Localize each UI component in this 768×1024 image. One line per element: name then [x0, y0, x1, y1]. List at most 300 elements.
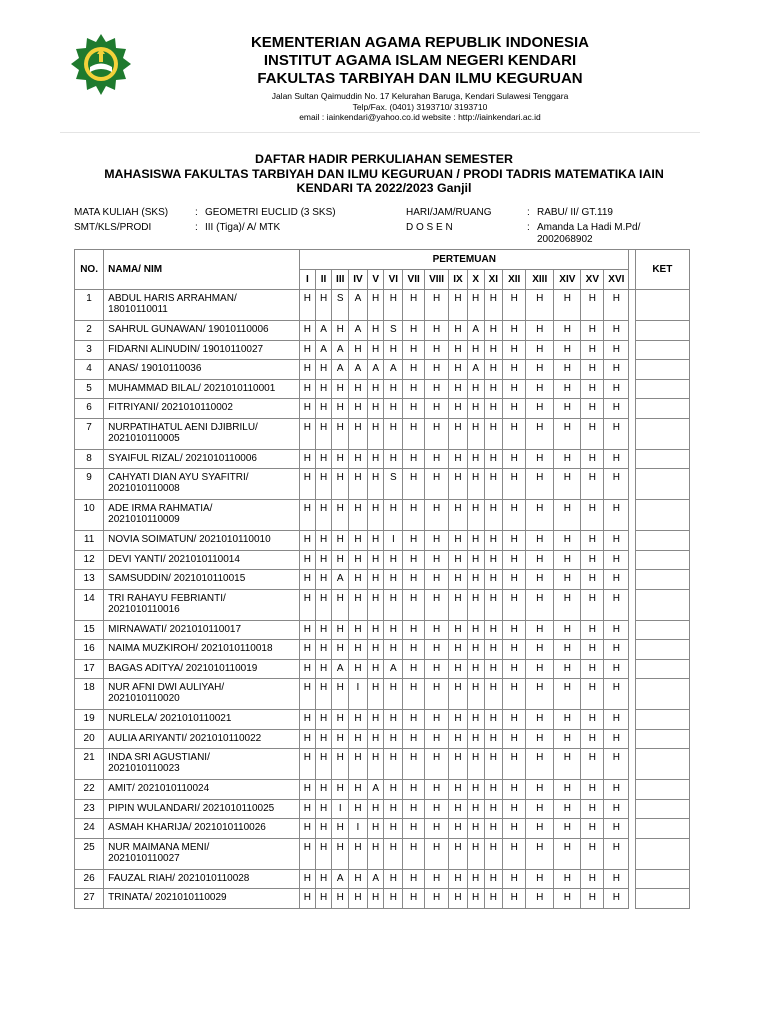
attendance-mark: H [349, 838, 368, 869]
row-number: 9 [75, 469, 104, 500]
attendance-mark: H [300, 469, 316, 500]
attendance-mark: H [403, 500, 425, 531]
attendance-mark: H [581, 399, 604, 419]
attendance-mark: H [332, 550, 349, 570]
attendance-mark: H [503, 729, 526, 749]
letterhead [170, 34, 670, 123]
smt-label: SMT/KLS/PRODI [74, 222, 152, 233]
ket-cell [635, 469, 689, 500]
attendance-mark: H [554, 469, 581, 500]
attendance-mark: I [384, 531, 403, 551]
attendance-mark: H [384, 749, 403, 780]
student-cell [104, 869, 300, 889]
attendance-mark: H [315, 640, 332, 660]
attendance-mark: H [581, 710, 604, 730]
attendance-mark: H [604, 729, 629, 749]
col-nama-header: NAMA/ NIM [104, 250, 300, 290]
attendance-mark: H [332, 469, 349, 500]
row-number: 11 [75, 531, 104, 551]
student-cell [104, 379, 300, 399]
attendance-mark: H [349, 710, 368, 730]
attendance-mark: I [349, 819, 368, 839]
table-row [75, 360, 690, 380]
attendance-mark: H [403, 889, 425, 909]
attendance-mark: H [484, 321, 503, 341]
attendance-mark: H [332, 640, 349, 660]
attendance-mark: H [554, 869, 581, 889]
table-row [75, 399, 690, 419]
attendance-mark: H [484, 729, 503, 749]
attendance-mark: H [484, 589, 503, 620]
attendance-mark: H [503, 399, 526, 419]
attendance-mark: H [367, 710, 384, 730]
attendance-mark: H [484, 379, 503, 399]
attendance-mark: H [300, 620, 316, 640]
student-name: NAIMA MUZKIROH/ 2021010110018 [108, 643, 273, 654]
attendance-mark: H [484, 570, 503, 590]
attendance-mark: H [581, 640, 604, 660]
ket-cell [635, 659, 689, 679]
attendance-mark: H [403, 710, 425, 730]
attendance-mark: H [403, 531, 425, 551]
attendance-mark: H [315, 449, 332, 469]
attendance-mark: H [384, 570, 403, 590]
attendance-mark: H [526, 838, 554, 869]
iain-kendari-logo-icon [68, 32, 134, 98]
attendance-mark: H [503, 570, 526, 590]
attendance-mark: H [384, 869, 403, 889]
student-cell [104, 679, 300, 710]
attendance-mark: H [604, 399, 629, 419]
attendance-mark: H [384, 819, 403, 839]
attendance-mark: H [349, 570, 368, 590]
student-name: SAHRUL GUNAWAN/ 19010110006 [108, 324, 269, 335]
attendance-mark: H [467, 679, 484, 710]
attendance-mark: H [581, 589, 604, 620]
row-number: 1 [75, 290, 104, 321]
attendance-mark: H [332, 749, 349, 780]
student-cell [104, 749, 300, 780]
attendance-mark: H [367, 620, 384, 640]
attendance-mark: H [384, 500, 403, 531]
attendance-mark: H [467, 379, 484, 399]
attendance-mark: H [526, 290, 554, 321]
attendance-mark: H [526, 799, 554, 819]
attendance-mark: H [526, 321, 554, 341]
attendance-mark: H [300, 449, 316, 469]
attendance-mark: H [300, 290, 316, 321]
attendance-mark: H [526, 360, 554, 380]
attendance-mark: H [403, 799, 425, 819]
attendance-mark: H [467, 550, 484, 570]
table-row [75, 838, 690, 869]
attendance-mark: H [526, 819, 554, 839]
attendance-mark: H [526, 710, 554, 730]
phone: Telp/Fax. (0401) 3193710/ 3193710 [352, 101, 488, 112]
attendance-mark: H [581, 449, 604, 469]
dosen-value: Amanda La Hadi M.Pd/ [537, 222, 641, 233]
table-row [75, 889, 690, 909]
attendance-mark: H [449, 449, 468, 469]
attendance-mark: H [503, 379, 526, 399]
attendance-mark: H [349, 620, 368, 640]
attendance-mark: H [484, 869, 503, 889]
attendance-mark: H [503, 360, 526, 380]
student-name: DEVI YANTI/ 2021010110014 [108, 553, 240, 565]
student-name: MUHAMMAD BILAL/ 2021010110001 [108, 382, 276, 394]
ket-cell [635, 399, 689, 419]
attendance-mark: H [581, 531, 604, 551]
ket-cell [635, 838, 689, 869]
attendance-mark: H [315, 780, 332, 800]
col-ket-header: KET [635, 250, 689, 290]
attendance-mark: H [403, 550, 425, 570]
attendance-mark: A [349, 290, 368, 321]
attendance-mark: H [425, 589, 449, 620]
student-cell [104, 531, 300, 551]
attendance-mark: H [503, 799, 526, 819]
student-cell [104, 290, 300, 321]
attendance-mark: H [526, 550, 554, 570]
row-number: 5 [75, 379, 104, 399]
attendance-mark: H [467, 838, 484, 869]
attendance-mark: H [367, 340, 384, 360]
attendance-mark: H [503, 589, 526, 620]
address: Jalan Sultan Qaimuddin No. 17 Kelurahan Baruga, Kendari Sulawesi Tenggara [271, 91, 569, 101]
attendance-mark: H [367, 838, 384, 869]
table-row [75, 620, 690, 640]
attendance-mark: H [604, 780, 629, 800]
student-name: INDA SRI AGUSTIANI/ [108, 752, 210, 763]
attendance-mark: H [604, 869, 629, 889]
attendance-mark: H [367, 729, 384, 749]
attendance-mark: H [467, 729, 484, 749]
attendance-mark: H [349, 780, 368, 800]
attendance-mark: H [300, 889, 316, 909]
row-number: 14 [75, 589, 104, 620]
colon: : [195, 207, 198, 218]
attendance-mark: A [349, 321, 368, 341]
attendance-mark: H [449, 570, 468, 590]
attendance-mark: H [604, 321, 629, 341]
ket-cell [635, 340, 689, 360]
attendance-mark: H [367, 679, 384, 710]
matakuliah-label: MATA KULIAH (SKS) [74, 207, 169, 218]
attendance-mark: H [526, 449, 554, 469]
attendance-mark: H [425, 360, 449, 380]
student-cell [104, 360, 300, 380]
attendance-mark: H [449, 620, 468, 640]
table-row [75, 659, 690, 679]
attendance-mark: H [425, 749, 449, 780]
student-nim: 2021010110008 [108, 483, 180, 494]
attendance-mark: H [581, 379, 604, 399]
student-cell [104, 449, 300, 469]
attendance-mark: H [467, 799, 484, 819]
institute-name: INSTITUT AGAMA ISLAM NEGERI KENDARI [263, 52, 577, 69]
attendance-mark: H [467, 589, 484, 620]
attendance-mark: H [332, 418, 349, 449]
attendance-mark: H [367, 469, 384, 500]
student-nim: 2021010110005 [108, 432, 180, 444]
attendance-mark: H [384, 379, 403, 399]
student-cell [104, 550, 300, 570]
attendance-mark: H [449, 360, 468, 380]
attendance-mark: H [449, 889, 468, 909]
attendance-mark: H [484, 819, 503, 839]
attendance-mark: H [300, 819, 316, 839]
attendance-mark: H [367, 500, 384, 531]
student-name: ANAS/ 19010110036 [108, 363, 202, 374]
attendance-mark: H [484, 659, 503, 679]
table-row [75, 869, 690, 889]
student-name: BAGAS ADITYA/ 2021010110019 [108, 662, 258, 674]
attendance-mark: H [467, 449, 484, 469]
ket-cell [635, 550, 689, 570]
meeting-header: I [300, 270, 316, 290]
meeting-header: VII [403, 270, 425, 290]
attendance-mark: H [403, 589, 425, 620]
attendance-mark: H [503, 449, 526, 469]
attendance-mark: H [300, 710, 316, 730]
attendance-mark: H [332, 449, 349, 469]
hari-value: RABU/ II/ GT.119 [537, 207, 613, 218]
ket-cell [635, 640, 689, 660]
attendance-mark: H [554, 340, 581, 360]
attendance-mark: H [384, 799, 403, 819]
attendance-mark: H [526, 399, 554, 419]
attendance-mark: H [403, 869, 425, 889]
attendance-mark: H [449, 780, 468, 800]
faculty-name: FAKULTAS TARBIYAH DAN ILMU KEGURUAN [257, 70, 583, 87]
attendance-mark: H [503, 659, 526, 679]
attendance-mark: H [484, 500, 503, 531]
attendance-mark: H [449, 321, 468, 341]
col-no-header: NO. [75, 250, 104, 290]
row-number: 6 [75, 399, 104, 419]
attendance-mark: H [581, 749, 604, 780]
attendance-mark: H [384, 710, 403, 730]
attendance-mark: H [425, 780, 449, 800]
attendance-mark: H [484, 449, 503, 469]
attendance-mark: H [526, 589, 554, 620]
attendance-mark: S [384, 469, 403, 500]
attendance-mark: H [425, 679, 449, 710]
attendance-mark: H [315, 889, 332, 909]
student-cell [104, 399, 300, 419]
attendance-mark: H [467, 399, 484, 419]
attendance-mark: H [581, 360, 604, 380]
meeting-header: V [367, 270, 384, 290]
attendance-mark: H [367, 589, 384, 620]
student-cell [104, 838, 300, 869]
student-cell [104, 889, 300, 909]
attendance-mark: H [554, 620, 581, 640]
attendance-mark: H [581, 340, 604, 360]
table-row [75, 550, 690, 570]
attendance-mark: H [467, 710, 484, 730]
row-number: 26 [75, 869, 104, 889]
attendance-mark: H [581, 290, 604, 321]
attendance-mark: H [554, 500, 581, 531]
attendance-mark: A [367, 360, 384, 380]
attendance-mark: H [300, 399, 316, 419]
attendance-mark: H [384, 679, 403, 710]
attendance-mark: H [384, 340, 403, 360]
attendance-table [74, 249, 690, 909]
attendance-mark: H [604, 819, 629, 839]
attendance-mark: H [503, 321, 526, 341]
attendance-mark: H [367, 570, 384, 590]
attendance-mark: H [503, 889, 526, 909]
student-cell [104, 469, 300, 500]
ket-cell [635, 869, 689, 889]
attendance-mark: H [403, 321, 425, 341]
student-name: ASMAH KHARIJA/ 2021010110026 [108, 822, 266, 833]
ket-cell [635, 749, 689, 780]
table-row [75, 589, 690, 620]
attendance-mark: H [300, 659, 316, 679]
attendance-mark: H [367, 659, 384, 679]
attendance-mark: H [300, 321, 316, 341]
attendance-mark: A [332, 869, 349, 889]
attendance-mark: H [484, 710, 503, 730]
attendance-mark: A [332, 340, 349, 360]
attendance-mark: H [315, 360, 332, 380]
attendance-mark: H [403, 379, 425, 399]
attendance-mark: H [449, 531, 468, 551]
attendance-mark: H [581, 889, 604, 909]
attendance-mark: H [300, 729, 316, 749]
attendance-mark: H [300, 360, 316, 380]
attendance-mark: H [503, 500, 526, 531]
row-number: 16 [75, 640, 104, 660]
student-nim: 2021010110020 [108, 693, 180, 704]
attendance-mark: H [403, 418, 425, 449]
attendance-mark: H [484, 418, 503, 449]
attendance-mark: H [449, 710, 468, 730]
attendance-mark: H [554, 749, 581, 780]
attendance-mark: H [503, 550, 526, 570]
attendance-mark: H [467, 418, 484, 449]
meeting-header: III [332, 270, 349, 290]
attendance-mark: H [349, 799, 368, 819]
meeting-header: XI [484, 270, 503, 290]
ket-cell [635, 589, 689, 620]
attendance-mark: H [467, 620, 484, 640]
attendance-mark: H [554, 399, 581, 419]
attendance-mark: H [332, 531, 349, 551]
attendance-mark: H [581, 500, 604, 531]
student-cell [104, 659, 300, 679]
attendance-mark: H [315, 418, 332, 449]
attendance-mark: S [332, 290, 349, 321]
attendance-mark: H [300, 838, 316, 869]
ket-cell [635, 889, 689, 909]
attendance-mark: H [384, 729, 403, 749]
attendance-mark: H [467, 869, 484, 889]
attendance-mark: H [384, 780, 403, 800]
attendance-mark: H [384, 620, 403, 640]
attendance-mark: H [526, 869, 554, 889]
attendance-mark: H [403, 620, 425, 640]
attendance-mark: H [526, 780, 554, 800]
matakuliah-value: GEOMETRI EUCLID (3 SKS) [205, 207, 336, 218]
attendance-mark: H [554, 360, 581, 380]
attendance-mark: H [367, 399, 384, 419]
attendance-mark: H [484, 550, 503, 570]
student-cell [104, 729, 300, 749]
attendance-mark: H [300, 679, 316, 710]
attendance-mark: A [367, 869, 384, 889]
meeting-header: IV [349, 270, 368, 290]
title-line-1: DAFTAR HADIR PERKULIAHAN SEMESTER [255, 152, 513, 166]
attendance-mark: H [425, 838, 449, 869]
attendance-mark: H [581, 550, 604, 570]
table-row [75, 418, 690, 449]
attendance-mark: H [349, 729, 368, 749]
attendance-mark: H [384, 550, 403, 570]
attendance-mark: H [604, 679, 629, 710]
student-name: NURPATIHATUL AENI DJIBRILU/ [108, 421, 258, 433]
attendance-mark: H [425, 321, 449, 341]
attendance-mark: H [449, 290, 468, 321]
attendance-mark: H [384, 449, 403, 469]
attendance-mark: A [349, 360, 368, 380]
attendance-mark: H [526, 729, 554, 749]
attendance-mark: H [604, 838, 629, 869]
attendance-mark: H [503, 418, 526, 449]
attendance-mark: H [425, 340, 449, 360]
attendance-mark: H [604, 550, 629, 570]
attendance-mark: H [300, 418, 316, 449]
attendance-mark: H [581, 418, 604, 449]
ket-cell [635, 780, 689, 800]
attendance-mark: H [604, 360, 629, 380]
attendance-mark: A [315, 340, 332, 360]
meeting-header: II [315, 270, 332, 290]
attendance-mark: H [484, 799, 503, 819]
attendance-mark: H [526, 531, 554, 551]
ket-cell [635, 379, 689, 399]
attendance-mark: H [503, 780, 526, 800]
attendance-mark: H [449, 869, 468, 889]
student-cell [104, 799, 300, 819]
attendance-mark: H [503, 869, 526, 889]
row-number: 20 [75, 729, 104, 749]
attendance-mark: H [581, 729, 604, 749]
attendance-mark: H [384, 589, 403, 620]
attendance-mark: H [503, 710, 526, 730]
attendance-mark: H [367, 379, 384, 399]
attendance-mark: H [526, 379, 554, 399]
attendance-mark: H [604, 290, 629, 321]
row-number: 24 [75, 819, 104, 839]
ket-cell [635, 531, 689, 551]
student-cell [104, 710, 300, 730]
ket-cell [635, 819, 689, 839]
attendance-mark: H [449, 418, 468, 449]
attendance-mark: H [315, 469, 332, 500]
attendance-mark: A [367, 780, 384, 800]
table-row [75, 340, 690, 360]
row-number: 27 [75, 889, 104, 909]
attendance-mark: H [315, 799, 332, 819]
attendance-mark: H [332, 589, 349, 620]
attendance-mark: H [467, 640, 484, 660]
attendance-mark: H [604, 710, 629, 730]
row-number: 19 [75, 710, 104, 730]
